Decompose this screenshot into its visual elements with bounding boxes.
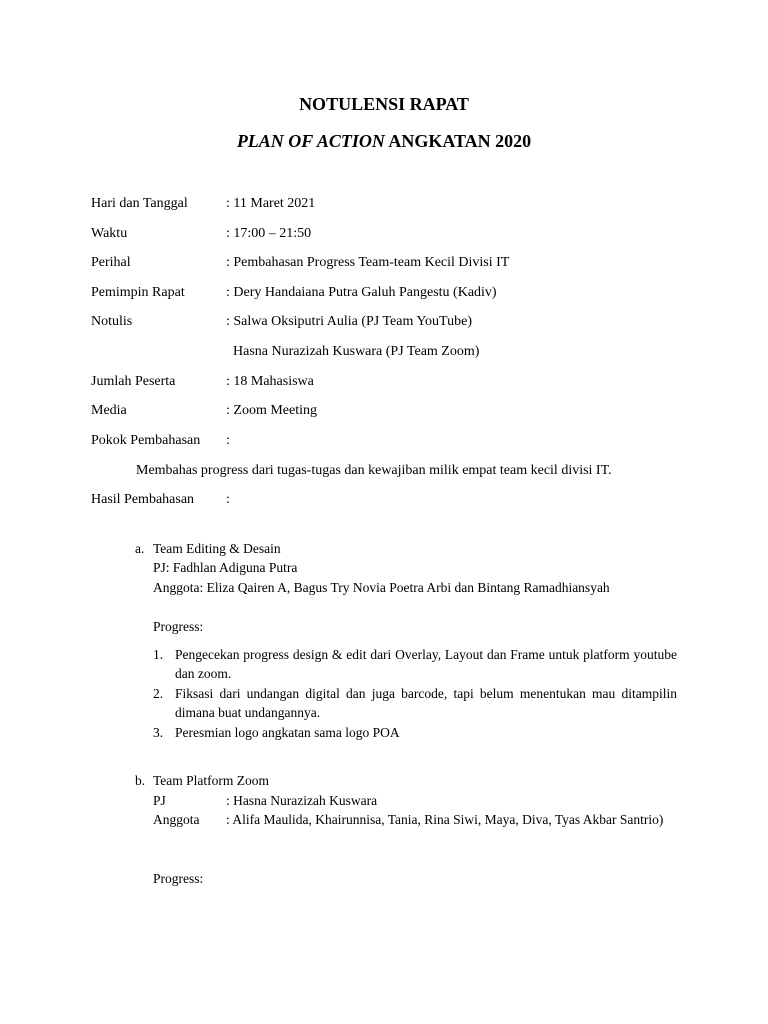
team-a-pj: PJ: Fadhlan Adiguna Putra — [153, 560, 298, 575]
team-a-name: Team Editing & Desain — [153, 541, 281, 556]
team-b-marker: b. — [135, 773, 146, 788]
document-subtitle — [0, 131, 768, 152]
team-b-progress-label: Progress: — [153, 871, 204, 886]
info-value-participants: : 18 Mahasiswa — [226, 374, 314, 389]
info-value-date: : 11 Maret 2021 — [226, 196, 316, 211]
team-b-name: Team Platform Zoom — [153, 773, 270, 788]
team-b-members-value: : Alifa Maulida, Khairunnisa, Tania, Rina Siwi, Maya, Diva, Tyas Akbar Santrio) — [226, 812, 664, 827]
info-label-subject: Perihal — [91, 255, 131, 270]
subtitle-rest-part: ANGKATAN 2020 — [384, 131, 532, 151]
team-b-pj-label: PJ — [153, 793, 166, 808]
document-title: NOTULENSI RAPAT — [299, 94, 469, 114]
results-colon: : — [226, 492, 230, 507]
subtitle-italic-part: PLAN OF ACTION — [236, 131, 385, 151]
team-a-progress-label: Progress: — [153, 619, 204, 634]
team-a-marker: a. — [135, 541, 145, 556]
info-value-leader: : Dery Handaiana Putra Galuh Pangestu (Kadiv) — [226, 285, 497, 300]
team-a-item-2-text: Fiksasi dari undangan digital dan juga barcode, tapi belum menentukan mau ditampilin dimana buat undangannya. — [175, 686, 677, 720]
topic-description: Membahas progress dari tugas-tugas dan kewajiban milik empat team kecil divisi IT. — [136, 463, 612, 478]
info-label-time: Waktu — [91, 226, 128, 241]
info-label-participants: Jumlah Peserta — [91, 374, 176, 389]
info-value-notulis-2: Hasna Nurazizah Kuswara (PJ Team Zoom) — [233, 344, 480, 359]
team-b-members-label: Anggota — [153, 812, 200, 827]
team-a-item-1-number: 1. — [153, 647, 164, 662]
info-label-notulis: Notulis — [91, 314, 133, 329]
info-value-subject: : Pembahasan Progress Team-team Kecil Divisi IT — [226, 255, 510, 270]
team-a-item-3-number: 3. — [153, 725, 164, 740]
info-label-leader: Pemimpin Rapat — [91, 285, 185, 300]
info-value-topic: : — [226, 433, 230, 448]
info-label-media: Media — [91, 403, 127, 418]
info-label-date: Hari dan Tanggal — [91, 196, 188, 211]
team-b-pj-value: : Hasna Nurazizah Kuswara — [226, 793, 378, 808]
team-a-item-3-text: Peresmian logo angkatan sama logo POA — [175, 725, 400, 740]
info-value-time: : 17:00 – 21:50 — [226, 226, 312, 241]
team-a-members: Anggota: Eliza Qairen A, Bagus Try Novia Poetra Arbi dan Bintang Ramadhiansyah — [153, 580, 610, 595]
info-value-media: : Zoom Meeting — [226, 403, 317, 418]
info-label-topic: Pokok Pembahasan — [91, 433, 201, 448]
team-a-item-1-text: Pengecekan progress design & edit dari Overlay, Layout dan Frame untuk platform youtube dan zoom. — [175, 647, 677, 681]
info-value-notulis: : Salwa Oksiputri Aulia (PJ Team YouTube) — [226, 314, 472, 329]
team-a-item-2-number: 2. — [153, 686, 164, 701]
results-label: Hasil Pembahasan — [91, 492, 195, 507]
